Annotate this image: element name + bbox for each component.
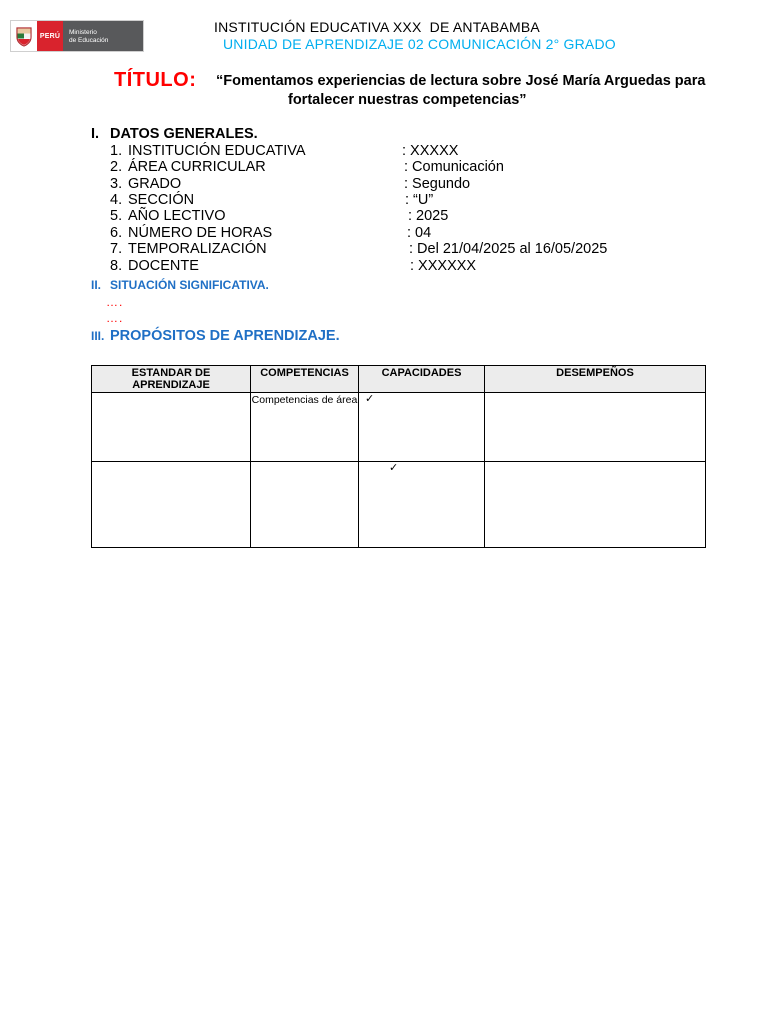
table-header-row: [92, 366, 706, 393]
table-row: [92, 462, 706, 548]
item-label: NÚMERO DE HORAS: [128, 225, 273, 241]
header-capacidades: CAPACIDADES: [359, 366, 485, 393]
datos-item: [110, 258, 199, 274]
item-number: 2.: [110, 159, 123, 175]
section-title: PROPÓSITOS DE APRENDIZAJE.: [110, 328, 340, 344]
item-value: : 04: [407, 225, 432, 241]
item-number: 3.: [110, 176, 123, 192]
peru-shield-icon: [11, 21, 37, 51]
item-number: 7.: [110, 241, 123, 257]
cell-desempenos[interactable]: [485, 462, 706, 548]
datos-item: [110, 208, 226, 224]
checkmark-icon: ✓: [365, 393, 375, 405]
item-number: 4.: [110, 192, 123, 208]
item-value: : XXXXX: [402, 143, 459, 159]
propositos-table: [91, 365, 706, 548]
checkmark-icon: ✓: [389, 462, 399, 474]
title-label: TÍTULO:: [114, 69, 197, 91]
datos-item: [110, 176, 181, 192]
table-row: [92, 393, 706, 462]
item-value: : 2025: [408, 208, 449, 224]
section-number: I.: [91, 126, 100, 142]
header-competencias: COMPETENCIAS: [251, 366, 359, 393]
datos-item: [110, 143, 306, 159]
item-value: : XXXXXX: [410, 258, 477, 274]
cell-estandar[interactable]: [92, 393, 251, 462]
item-label: GRADO: [128, 176, 182, 192]
cell-capacidades[interactable]: [359, 462, 485, 548]
section-situacion-heading: [91, 278, 269, 292]
cell-competencias[interactable]: [251, 393, 359, 462]
competencias-text: Competencias de área: [251, 394, 358, 406]
datos-item: [110, 192, 194, 208]
datos-item: [110, 159, 266, 175]
section-propositos-heading: [91, 327, 340, 345]
item-label: ÁREA CURRICULAR: [128, 159, 266, 175]
cell-competencias[interactable]: [251, 462, 359, 548]
datos-item: [110, 225, 272, 241]
item-number: 6.: [110, 225, 123, 241]
placeholder-dots: ….: [106, 295, 124, 309]
minedu-logo: [10, 20, 144, 52]
item-label: INSTITUCIÓN EDUCATIVA: [128, 143, 306, 159]
ministry-label: [63, 21, 143, 51]
cell-estandar[interactable]: [92, 462, 251, 548]
cell-capacidades[interactable]: [359, 393, 485, 462]
item-label: DOCENTE: [128, 258, 199, 274]
section-number: III.: [91, 329, 105, 343]
item-label: AÑO LECTIVO: [128, 208, 226, 224]
item-value: : Comunicación: [404, 159, 504, 175]
item-number: 1.: [110, 143, 123, 159]
title-text-line2: fortalecer nuestras competencias”: [288, 92, 527, 108]
item-value: : Segundo: [404, 176, 471, 192]
header-desempenos: DESEMPEÑOS: [485, 366, 706, 393]
unit-header: UNIDAD DE APRENDIZAJE 02 COMUNICACIÓN 2° GRADO: [223, 36, 616, 52]
item-value: : Del 21/04/2025 al 16/05/2025: [409, 241, 608, 257]
ministry-line2: de Educación: [69, 37, 109, 44]
institution-header: INSTITUCIÓN EDUCATIVA XXX DE ANTABAMBA: [214, 19, 540, 35]
section-title: SITUACIÓN SIGNIFICATIVA.: [110, 278, 269, 292]
section-datos-generales-heading: [91, 126, 258, 142]
item-value: : “U”: [405, 192, 434, 208]
header-estandar: ESTANDAR DE APRENDIZAJE: [92, 366, 251, 393]
section-title: DATOS GENERALES.: [110, 126, 258, 142]
item-number: 5.: [110, 208, 123, 224]
item-label: SECCIÓN: [128, 192, 195, 208]
section-number: II.: [91, 278, 102, 292]
placeholder-dots: ….: [106, 311, 124, 325]
item-number: 8.: [110, 258, 123, 274]
title-text-line1: “Fomentamos experiencias de lectura sobre José María Arguedas para: [216, 73, 706, 89]
item-label: TEMPORALIZACIÓN: [128, 241, 267, 257]
datos-item: [110, 241, 267, 257]
cell-desempenos[interactable]: [485, 393, 706, 462]
peru-flag-label: PERÚ: [37, 21, 63, 51]
ministry-line1: Ministerio: [69, 29, 97, 36]
